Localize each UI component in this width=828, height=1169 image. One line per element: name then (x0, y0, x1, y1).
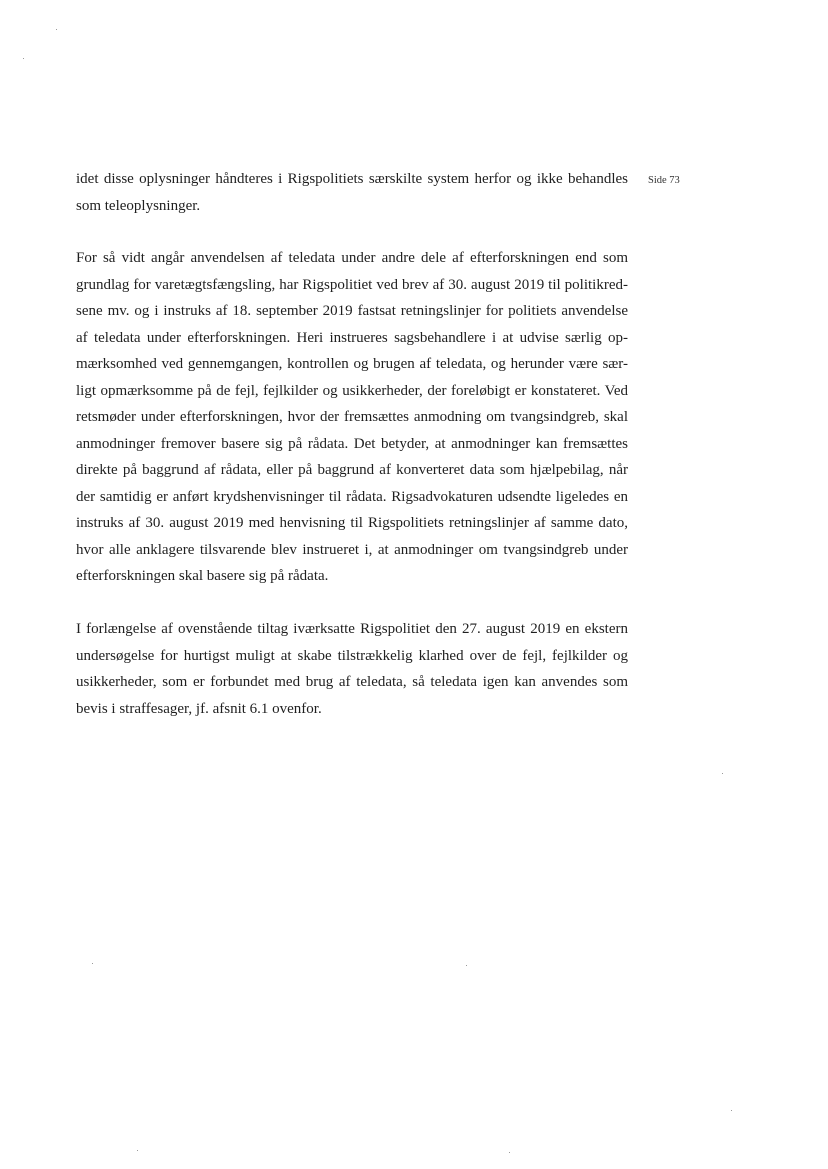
text-line: usikkerheder, som er forbundet med brug af teledata, så teledata igen kan anvendes som (76, 674, 628, 690)
text-line: sene mv. og i instruks af 18. september 2019 fastsat retningslinjer for politiets anvendelse (76, 303, 628, 319)
text-line: instruks af 30. august 2019 med henvisning til Rigspolitiets retningslinjer af samme dato, (76, 515, 628, 531)
text-line: retsmøder under efterforskningen, hvor der fremsættes anmodning om tvangsindgreb, skal (76, 409, 628, 425)
text-line: af teledata under efterforskningen. Heri instrueres sagsbehandlere i at udvise særlig op- (76, 329, 628, 346)
paragraph-3 (76, 616, 628, 722)
text-line: mærksomhed ved gennemgangen, kontrollen og brugen af teledata, og herunder være sær- (76, 356, 628, 372)
text-line: idet disse oplysninger håndteres i Rigspolitiets særskilte system herfor og ikke behandles (76, 171, 628, 187)
scan-speck (722, 773, 723, 774)
scan-speck (92, 963, 93, 964)
scan-speck (466, 965, 467, 966)
text-line: bevis i straffesager, jf. afsnit 6.1 ovenfor. (76, 700, 322, 717)
text-line: efterforskningen skal basere sig på rådata. (76, 568, 329, 584)
scan-speck (56, 29, 57, 30)
text-line: hvor alle anklagere tilsvarende blev instrueret i, at anmodninger om tvangsindgreb under (76, 541, 628, 558)
scan-speck (137, 1150, 138, 1151)
scan-speck (509, 1152, 510, 1153)
paragraph-2 (76, 245, 628, 590)
text-line: der samtidig er anført krydshenvisninger til rådata. Rigsadvokaturen udsendte ligeledes en (76, 488, 628, 505)
text-line: anmodninger fremover basere sig på rådata. Det betyder, at anmodninger kan fremsættes (76, 435, 628, 452)
text-line: ligt opmærksomme på de fejl, fejlkilder og usikkerheder, der foreløbigt er konstateret. Ved (76, 382, 628, 399)
paragraph-1 (76, 166, 628, 219)
text-line: grundlag for varetægtsfængsling, har Rigspolitiet ved brev af 30. august 2019 til politikred- (76, 276, 628, 293)
text-line: For så vidt angår anvendelsen af teledata under andre dele af efterforskningen end som (76, 250, 628, 266)
text-line: undersøgelse for hurtigst muligt at skabe tilstrækkelig klarhed over de fejl, fejlkilder og (76, 647, 628, 664)
text-line: som teleoplysninger. (76, 197, 201, 214)
page-number: Side 73 (648, 175, 680, 186)
text-line: I forlængelse af ovenstående tiltag iværksatte Rigspolitiet den 27. august 2019 en ekstern (76, 621, 628, 637)
scan-speck (731, 1110, 732, 1111)
text-line: direkte på baggrund af rådata, eller på baggrund af konverteret data som hjælpebilag, når (76, 462, 628, 478)
scan-speck (23, 58, 24, 59)
